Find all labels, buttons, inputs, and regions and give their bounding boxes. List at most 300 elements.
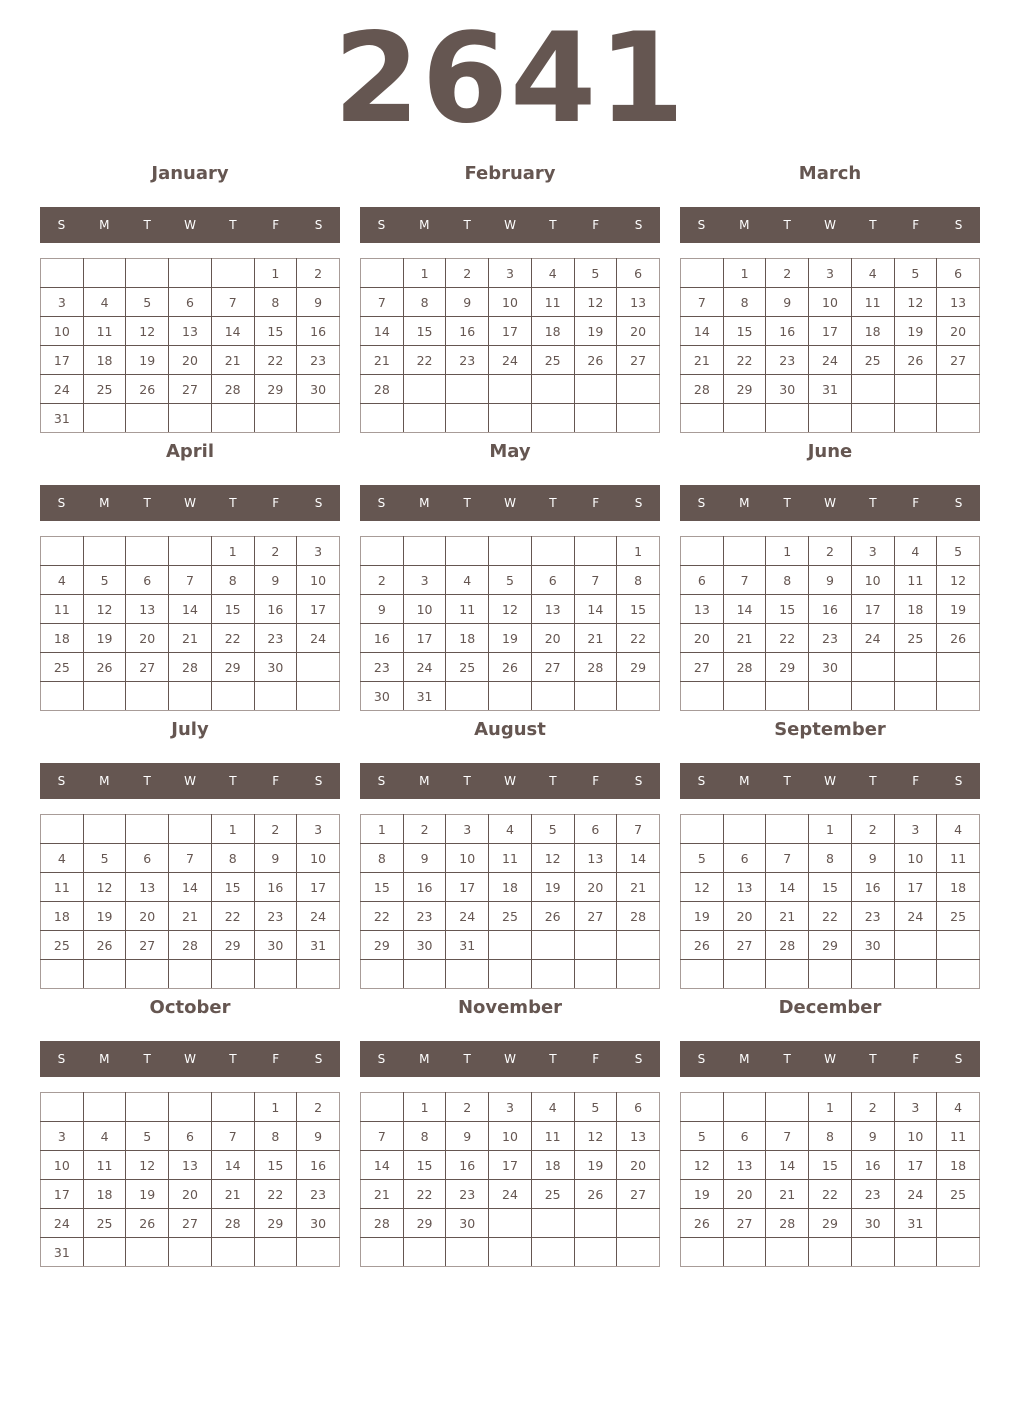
day-cell — [851, 1238, 894, 1267]
day-cell — [489, 375, 532, 404]
day-cell — [83, 682, 126, 711]
day-cell: 5 — [489, 566, 532, 595]
week-row — [41, 375, 340, 404]
day-cell: 28 — [211, 375, 254, 404]
day-cell: 16 — [361, 624, 404, 653]
day-cell: 29 — [211, 653, 254, 682]
weekday-label: M — [739, 774, 750, 788]
day-cell: 14 — [723, 595, 766, 624]
day-cell — [254, 682, 297, 711]
day-cell — [681, 1093, 724, 1122]
day-cell: 21 — [361, 1180, 404, 1209]
day-cell: 1 — [254, 259, 297, 288]
day-cell: 29 — [809, 1209, 852, 1238]
day-cell: 11 — [41, 873, 84, 902]
day-cell: 23 — [766, 346, 809, 375]
month-title: July — [171, 719, 209, 740]
week-row — [41, 537, 340, 566]
day-cell: 9 — [361, 595, 404, 624]
day-grid — [680, 536, 980, 711]
day-cell: 8 — [403, 1122, 446, 1151]
weekday-label: S — [377, 774, 386, 788]
day-cell: 7 — [617, 815, 660, 844]
day-cell — [446, 960, 489, 989]
day-cell: 22 — [617, 624, 660, 653]
day-cell: 28 — [361, 1209, 404, 1238]
day-cell: 12 — [126, 1151, 169, 1180]
day-cell — [937, 375, 980, 404]
day-cell: 16 — [254, 873, 297, 902]
weekday-header — [360, 1041, 660, 1077]
day-cell: 14 — [574, 595, 617, 624]
day-cell: 6 — [531, 566, 574, 595]
day-cell: 10 — [489, 1122, 532, 1151]
day-cell — [211, 1238, 254, 1267]
day-cell: 1 — [809, 1093, 852, 1122]
day-cell: 16 — [809, 595, 852, 624]
weekday-label: T — [143, 774, 151, 788]
day-cell: 3 — [894, 815, 937, 844]
day-cell: 27 — [617, 1180, 660, 1209]
week-row — [681, 1093, 980, 1122]
day-cell: 15 — [766, 595, 809, 624]
day-cell: 27 — [169, 1209, 212, 1238]
weekday-label: T — [783, 496, 791, 510]
day-cell — [617, 1209, 660, 1238]
day-cell: 16 — [297, 317, 340, 346]
week-row — [681, 595, 980, 624]
weekday-label: S — [314, 218, 323, 232]
day-cell: 7 — [169, 566, 212, 595]
week-row — [361, 1209, 660, 1238]
day-cell — [531, 960, 574, 989]
day-cell — [211, 682, 254, 711]
day-cell: 26 — [681, 931, 724, 960]
week-row — [41, 1093, 340, 1122]
day-grid — [680, 1092, 980, 1267]
day-cell: 10 — [41, 1151, 84, 1180]
day-cell — [446, 1238, 489, 1267]
week-row — [361, 1180, 660, 1209]
day-cell: 11 — [894, 566, 937, 595]
week-row — [361, 682, 660, 711]
day-cell: 2 — [766, 259, 809, 288]
week-row — [681, 873, 980, 902]
day-cell — [446, 375, 489, 404]
week-row — [41, 902, 340, 931]
day-cell — [297, 653, 340, 682]
day-grid — [360, 1092, 660, 1267]
weekday-label: S — [954, 1052, 963, 1066]
day-cell: 17 — [446, 873, 489, 902]
weekday-label: F — [912, 496, 920, 510]
weekday-label: S — [377, 218, 386, 232]
day-cell: 1 — [211, 815, 254, 844]
day-cell: 3 — [41, 288, 84, 317]
day-cell — [937, 682, 980, 711]
day-cell: 20 — [574, 873, 617, 902]
day-cell: 13 — [574, 844, 617, 873]
day-cell — [169, 815, 212, 844]
day-cell: 13 — [169, 317, 212, 346]
weekday-label: W — [824, 1052, 836, 1066]
weekday-label: W — [504, 774, 516, 788]
weekday-label: F — [272, 1052, 280, 1066]
day-cell: 1 — [809, 815, 852, 844]
day-cell: 28 — [361, 375, 404, 404]
day-cell: 11 — [851, 288, 894, 317]
day-cell: 10 — [41, 317, 84, 346]
day-cell: 7 — [169, 844, 212, 873]
month-title: April — [165, 441, 215, 462]
day-cell: 28 — [169, 931, 212, 960]
day-cell: 29 — [211, 931, 254, 960]
day-cell: 18 — [83, 1180, 126, 1209]
day-cell: 30 — [766, 375, 809, 404]
day-cell: 6 — [681, 566, 724, 595]
day-cell: 14 — [681, 317, 724, 346]
day-cell: 1 — [254, 1093, 297, 1122]
day-cell: 20 — [169, 1180, 212, 1209]
day-cell — [41, 682, 84, 711]
day-cell: 8 — [254, 1122, 297, 1151]
day-cell: 3 — [297, 537, 340, 566]
day-cell: 25 — [446, 653, 489, 682]
day-cell: 14 — [766, 1151, 809, 1180]
day-cell: 3 — [403, 566, 446, 595]
day-cell: 25 — [937, 1180, 980, 1209]
week-row — [681, 1238, 980, 1267]
day-cell — [126, 960, 169, 989]
day-cell: 12 — [574, 1122, 617, 1151]
day-cell: 15 — [361, 873, 404, 902]
week-row — [41, 1180, 340, 1209]
weekday-label: M — [99, 774, 110, 788]
day-cell: 19 — [489, 624, 532, 653]
week-row — [41, 653, 340, 682]
day-cell — [531, 1238, 574, 1267]
day-cell: 7 — [681, 288, 724, 317]
day-cell — [809, 960, 852, 989]
week-row — [361, 653, 660, 682]
day-cell: 6 — [126, 566, 169, 595]
day-cell — [169, 1238, 212, 1267]
week-row — [681, 960, 980, 989]
day-cell: 1 — [211, 537, 254, 566]
day-cell: 22 — [809, 1180, 852, 1209]
day-cell: 4 — [937, 1093, 980, 1122]
day-cell — [681, 960, 724, 989]
day-cell: 24 — [297, 902, 340, 931]
day-cell: 21 — [766, 1180, 809, 1209]
day-cell: 4 — [83, 288, 126, 317]
day-cell — [361, 259, 404, 288]
weekday-label: T — [549, 1052, 557, 1066]
weekday-label: S — [634, 218, 643, 232]
day-cell — [681, 682, 724, 711]
day-cell — [531, 682, 574, 711]
week-row — [681, 317, 980, 346]
weekday-label: F — [912, 774, 920, 788]
week-row — [41, 317, 340, 346]
day-cell — [937, 960, 980, 989]
day-cell — [531, 1209, 574, 1238]
weekday-header — [680, 1041, 980, 1077]
week-row — [361, 288, 660, 317]
day-cell: 29 — [617, 653, 660, 682]
day-cell — [83, 259, 126, 288]
day-cell — [574, 404, 617, 433]
day-cell: 1 — [723, 259, 766, 288]
day-cell: 20 — [126, 624, 169, 653]
day-cell: 25 — [937, 902, 980, 931]
weekday-header — [40, 1041, 340, 1077]
weekday-header — [680, 485, 980, 521]
day-cell — [41, 537, 84, 566]
weekday-label: W — [504, 1052, 516, 1066]
day-cell: 13 — [531, 595, 574, 624]
day-cell: 12 — [894, 288, 937, 317]
day-cell: 4 — [531, 259, 574, 288]
day-cell: 9 — [766, 288, 809, 317]
day-cell: 1 — [766, 537, 809, 566]
day-cell: 20 — [681, 624, 724, 653]
day-cell: 16 — [766, 317, 809, 346]
day-cell: 15 — [723, 317, 766, 346]
day-cell: 18 — [446, 624, 489, 653]
day-cell — [169, 259, 212, 288]
weekday-label: W — [824, 496, 836, 510]
day-cell: 29 — [809, 931, 852, 960]
day-cell: 14 — [169, 873, 212, 902]
day-cell: 3 — [809, 259, 852, 288]
weekday-label: S — [57, 218, 66, 232]
day-cell — [169, 960, 212, 989]
day-cell: 25 — [489, 902, 532, 931]
day-cell: 16 — [297, 1151, 340, 1180]
week-row — [681, 653, 980, 682]
day-cell: 28 — [169, 653, 212, 682]
day-cell: 23 — [254, 902, 297, 931]
weekday-label: S — [634, 496, 643, 510]
day-cell — [574, 1238, 617, 1267]
day-cell — [574, 931, 617, 960]
day-cell — [937, 931, 980, 960]
day-cell: 2 — [446, 259, 489, 288]
week-row — [361, 317, 660, 346]
weekday-label: T — [783, 774, 791, 788]
day-cell — [83, 537, 126, 566]
day-cell: 6 — [617, 1093, 660, 1122]
day-cell: 3 — [41, 1122, 84, 1151]
day-cell: 17 — [894, 1151, 937, 1180]
day-cell: 29 — [254, 375, 297, 404]
day-cell — [83, 960, 126, 989]
day-cell: 31 — [41, 404, 84, 433]
day-cell — [851, 682, 894, 711]
day-cell: 26 — [83, 653, 126, 682]
weekday-header — [40, 485, 340, 521]
weekday-label: M — [99, 496, 110, 510]
month-title: December — [778, 997, 882, 1018]
day-cell: 20 — [169, 346, 212, 375]
day-cell: 15 — [211, 595, 254, 624]
week-row — [41, 931, 340, 960]
day-cell: 10 — [403, 595, 446, 624]
weekday-label: T — [869, 1052, 877, 1066]
day-cell: 30 — [809, 653, 852, 682]
day-cell — [126, 1093, 169, 1122]
day-cell — [83, 1093, 126, 1122]
day-cell: 7 — [361, 1122, 404, 1151]
day-cell: 10 — [809, 288, 852, 317]
day-cell: 7 — [361, 288, 404, 317]
day-cell: 1 — [361, 815, 404, 844]
day-cell: 31 — [446, 931, 489, 960]
day-cell: 29 — [361, 931, 404, 960]
day-cell — [126, 537, 169, 566]
day-cell: 3 — [489, 1093, 532, 1122]
day-cell: 24 — [851, 624, 894, 653]
day-cell: 4 — [937, 815, 980, 844]
week-row — [41, 346, 340, 375]
day-cell: 5 — [126, 1122, 169, 1151]
week-row — [361, 902, 660, 931]
weekday-label: T — [463, 496, 471, 510]
weekday-label: S — [377, 496, 386, 510]
day-cell: 18 — [937, 1151, 980, 1180]
weekday-label: S — [314, 774, 323, 788]
day-cell: 7 — [766, 844, 809, 873]
day-cell: 25 — [41, 653, 84, 682]
day-cell: 24 — [894, 902, 937, 931]
day-cell: 17 — [297, 595, 340, 624]
day-cell: 13 — [723, 1151, 766, 1180]
day-cell: 11 — [937, 844, 980, 873]
day-cell: 13 — [723, 873, 766, 902]
day-cell: 25 — [531, 1180, 574, 1209]
day-cell: 8 — [361, 844, 404, 873]
day-cell: 20 — [126, 902, 169, 931]
day-cell: 13 — [126, 873, 169, 902]
week-row — [361, 375, 660, 404]
day-cell: 10 — [446, 844, 489, 873]
weekday-label: W — [184, 1052, 196, 1066]
day-cell: 28 — [211, 1209, 254, 1238]
day-cell: 2 — [297, 1093, 340, 1122]
day-cell: 17 — [41, 346, 84, 375]
day-cell: 5 — [574, 259, 617, 288]
day-cell: 24 — [403, 653, 446, 682]
day-cell: 2 — [361, 566, 404, 595]
weekday-label: T — [463, 1052, 471, 1066]
day-cell: 11 — [446, 595, 489, 624]
day-cell — [574, 682, 617, 711]
day-cell: 10 — [894, 844, 937, 873]
day-cell: 14 — [361, 317, 404, 346]
day-cell — [83, 1238, 126, 1267]
weekday-label: S — [314, 496, 323, 510]
day-cell: 8 — [766, 566, 809, 595]
weekday-label: W — [504, 218, 516, 232]
day-cell — [851, 375, 894, 404]
day-cell: 16 — [851, 873, 894, 902]
day-cell: 21 — [766, 902, 809, 931]
day-cell — [361, 1093, 404, 1122]
day-cell: 11 — [83, 1151, 126, 1180]
day-cell: 17 — [894, 873, 937, 902]
weekday-label: T — [783, 218, 791, 232]
day-cell: 24 — [809, 346, 852, 375]
day-cell — [489, 1238, 532, 1267]
day-cell — [297, 1238, 340, 1267]
day-cell — [169, 682, 212, 711]
day-cell: 27 — [681, 653, 724, 682]
day-cell — [617, 682, 660, 711]
day-cell: 14 — [617, 844, 660, 873]
day-cell: 8 — [403, 288, 446, 317]
day-cell: 9 — [254, 566, 297, 595]
day-cell: 3 — [446, 815, 489, 844]
day-cell: 22 — [403, 1180, 446, 1209]
day-cell: 20 — [531, 624, 574, 653]
day-cell: 19 — [83, 624, 126, 653]
day-cell: 28 — [766, 1209, 809, 1238]
day-cell — [531, 931, 574, 960]
day-cell: 3 — [894, 1093, 937, 1122]
day-cell — [361, 404, 404, 433]
weekday-label: S — [57, 496, 66, 510]
month-title: June — [807, 441, 853, 462]
day-cell: 19 — [894, 317, 937, 346]
weekday-label: S — [697, 496, 706, 510]
day-cell: 30 — [297, 375, 340, 404]
day-cell: 8 — [254, 288, 297, 317]
week-row — [41, 1151, 340, 1180]
day-cell: 18 — [41, 624, 84, 653]
weekday-header — [360, 763, 660, 799]
weekday-label: M — [99, 218, 110, 232]
day-cell — [361, 1238, 404, 1267]
week-row — [41, 844, 340, 873]
day-cell — [766, 682, 809, 711]
day-cell — [766, 404, 809, 433]
day-cell — [894, 960, 937, 989]
day-cell — [766, 1093, 809, 1122]
weekday-label: S — [954, 774, 963, 788]
day-cell — [254, 404, 297, 433]
weekday-header — [360, 207, 660, 243]
week-row — [681, 566, 980, 595]
day-cell: 25 — [894, 624, 937, 653]
week-row — [681, 259, 980, 288]
day-cell: 11 — [41, 595, 84, 624]
day-cell: 19 — [126, 1180, 169, 1209]
day-cell — [894, 931, 937, 960]
day-cell: 14 — [361, 1151, 404, 1180]
day-cell: 8 — [809, 1122, 852, 1151]
day-cell — [766, 1238, 809, 1267]
day-cell: 26 — [574, 346, 617, 375]
weekday-label: T — [869, 496, 877, 510]
day-cell: 10 — [851, 566, 894, 595]
week-row — [361, 960, 660, 989]
day-cell: 23 — [297, 346, 340, 375]
day-cell — [617, 960, 660, 989]
day-cell: 9 — [403, 844, 446, 873]
day-cell — [83, 815, 126, 844]
day-cell: 30 — [361, 682, 404, 711]
